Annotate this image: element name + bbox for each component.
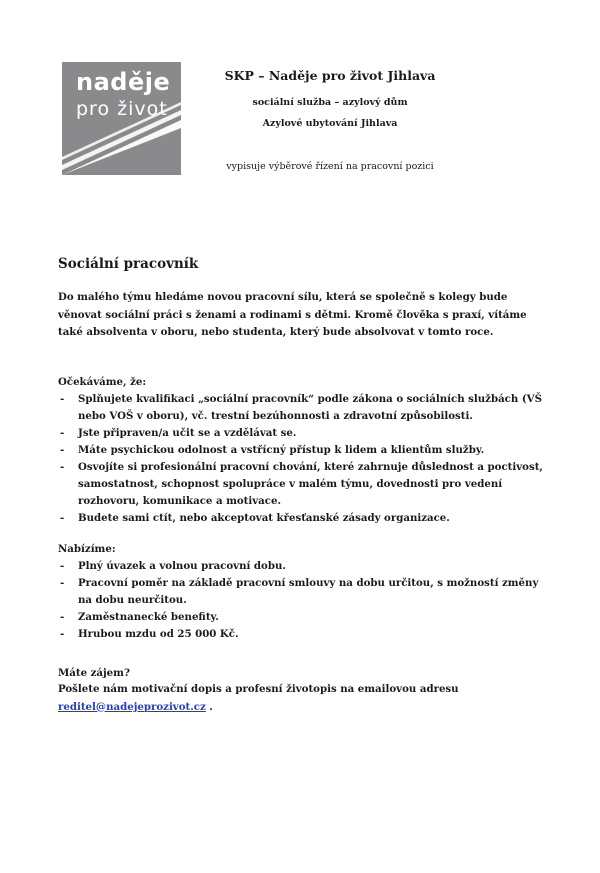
organization-logo [62, 62, 181, 175]
list-item: - Plný úvazek a volnou pracovní dobu. [58, 558, 553, 575]
expectations-list [58, 391, 553, 527]
email-link[interactable]: reditel@nadejeprozivot.cz [58, 700, 206, 713]
list-item: - Budete sami ctít, nebo akceptovat křesťanské zásady organizace. [58, 510, 553, 527]
list-item: - Hrubou mzdu od 25 000 Kč. [58, 626, 553, 643]
offer-list [58, 558, 553, 643]
service-type: sociální služba – azylový dům [252, 97, 408, 108]
list-item: - Zaměstnanecké benefity. [58, 609, 553, 626]
offer-heading: Nabízíme: [58, 543, 116, 555]
expectations-heading: Očekáváme, že: [58, 376, 147, 388]
organization-title: SKP – Naděje pro život Jihlava [224, 68, 436, 83]
list-item: - Splňujete kvalifikaci „sociální pracovník“ podle zákona o sociálních službách (VŠ nebo VOŠ v oboru), vč. trestní bezúhonnosti a zdravotní způsobilosti. [58, 391, 553, 425]
logo-text-line2: pro život [76, 98, 168, 120]
list-item: - Máte psychickou odolnost a vstřícný přístup k lidem a klientům služby. [58, 442, 553, 459]
contact-text: Pošlete nám motivační dopis a profesní životopis na emailovou adresu [58, 683, 459, 695]
contact-paragraph [58, 681, 548, 716]
list-item: - Osvojíte si profesionální pracovní chování, které zahrnuje důslednost a poctivost, samostatnost, schopnost spolupráce v malém týmu, dovednosti pro vedení rozhovoru, komunikace a motivace. [58, 459, 553, 510]
job-title: Sociální pracovník [58, 256, 199, 272]
contact-heading: Máte zájem? [58, 667, 130, 679]
contact-suffix: . [205, 700, 213, 713]
announcement-text: vypisuje výběrové řízení na pracovní pozici [226, 161, 434, 172]
intro-paragraph: Do malého týmu hledáme novou pracovní sílu, která se společně s kolegy bude věnovat sociální práci s ženami a rodinami s dětmi. Kromě člověka s praxí, vítáme také absolventa v oboru, nebo studenta, který bude absolvovat v tomto roce. [58, 291, 527, 338]
service-name: Azylové ubytování Jihlava [262, 118, 398, 129]
list-item: - Jste připraven/a učit se a vzdělávat se. [58, 425, 553, 442]
list-item: - Pracovní poměr na základě pracovní smlouvy na dobu určitou, s možností změny na dobu neurčitou. [58, 575, 553, 609]
logo-text-line1: naděje [76, 68, 171, 96]
